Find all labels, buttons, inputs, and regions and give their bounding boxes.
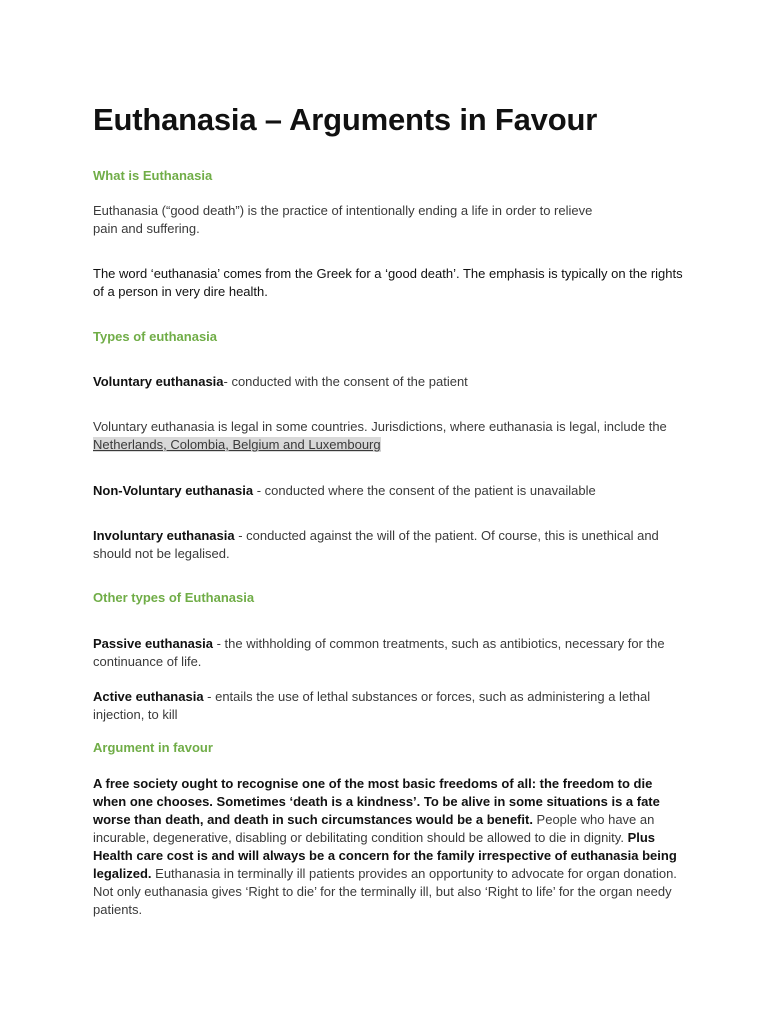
passive-term: Passive euthanasia: [93, 636, 213, 651]
passive-description: - the withholding of common treatments, such as antibiotics, necessary for the continuance of life.: [93, 636, 665, 669]
non-voluntary-paragraph: [93, 482, 683, 500]
section-heading-other-types: Other types of Euthanasia: [93, 590, 255, 605]
document-title: Euthanasia – Arguments in Favour: [93, 102, 598, 137]
argument-run-dignity: People who have an incurable, degenerative, disabling or debilitating condition should be allowed to die in dignity.: [93, 812, 655, 845]
non-voluntary-term: Non-Voluntary euthanasia: [93, 483, 254, 498]
passive-paragraph: [93, 635, 673, 671]
etymology-paragraph: The word ‘euthanasia’ comes from the Greek for a ‘good death’. The emphasis is typically on the rights of a person in very dire health.: [93, 266, 683, 299]
involuntary-term: Involuntary euthanasia: [93, 528, 235, 543]
section-heading-argument: Argument in favour: [93, 740, 213, 755]
legal-countries-text: Voluntary euthanasia is legal in some countries. Jurisdictions, where euthanasia is legal, include the: [93, 419, 667, 434]
involuntary-description: - conducted against the will of the patient. Of course, this is unethical and should not be legalised.: [93, 528, 659, 561]
active-description: - entails the use of lethal substances or forces, such as administering a lethal injection, to kill: [93, 689, 651, 722]
voluntary-description: - conducted with the consent of the patient: [223, 374, 468, 389]
section-heading-what-is: What is Euthanasia: [93, 168, 213, 183]
legal-countries-paragraph: [93, 418, 683, 454]
argument-run-organ-donation: Euthanasia in terminally ill patients provides an opportunity to advocate for organ donation. Not only euthanasia gives ‘Right to die’ for the terminally ill, but also ‘Right to life’ for the organ needy patients.: [93, 866, 677, 917]
definition-paragraph: Euthanasia (“good death”) is the practice of intentionally ending a life in order to relieve pain and suffering.: [93, 203, 593, 236]
involuntary-paragraph: [93, 527, 683, 563]
legal-countries-link[interactable]: Netherlands, Colombia, Belgium and Luxembourg: [93, 437, 381, 452]
argument-run-cost: Plus Health care cost is and will always be a concern for the family irrespective of euthanasia being legalized.: [93, 830, 677, 881]
argument-paragraph: [93, 775, 683, 919]
active-term: Active euthanasia: [93, 689, 204, 704]
active-paragraph: [93, 688, 668, 724]
voluntary-paragraph: [93, 373, 683, 391]
section-heading-types: Types of euthanasia: [93, 329, 218, 344]
non-voluntary-description: - conducted where the consent of the patient is unavailable: [253, 483, 596, 498]
voluntary-term: Voluntary euthanasia: [93, 374, 224, 389]
argument-run-freedom: A free society ought to recognise one of the most basic freedoms of all: the freedom to die when one chooses. Sometimes ‘death is a kindness’. To be alive in some situations is a fate worse than death, and death in such circumstances would be a benefit.: [93, 776, 660, 827]
